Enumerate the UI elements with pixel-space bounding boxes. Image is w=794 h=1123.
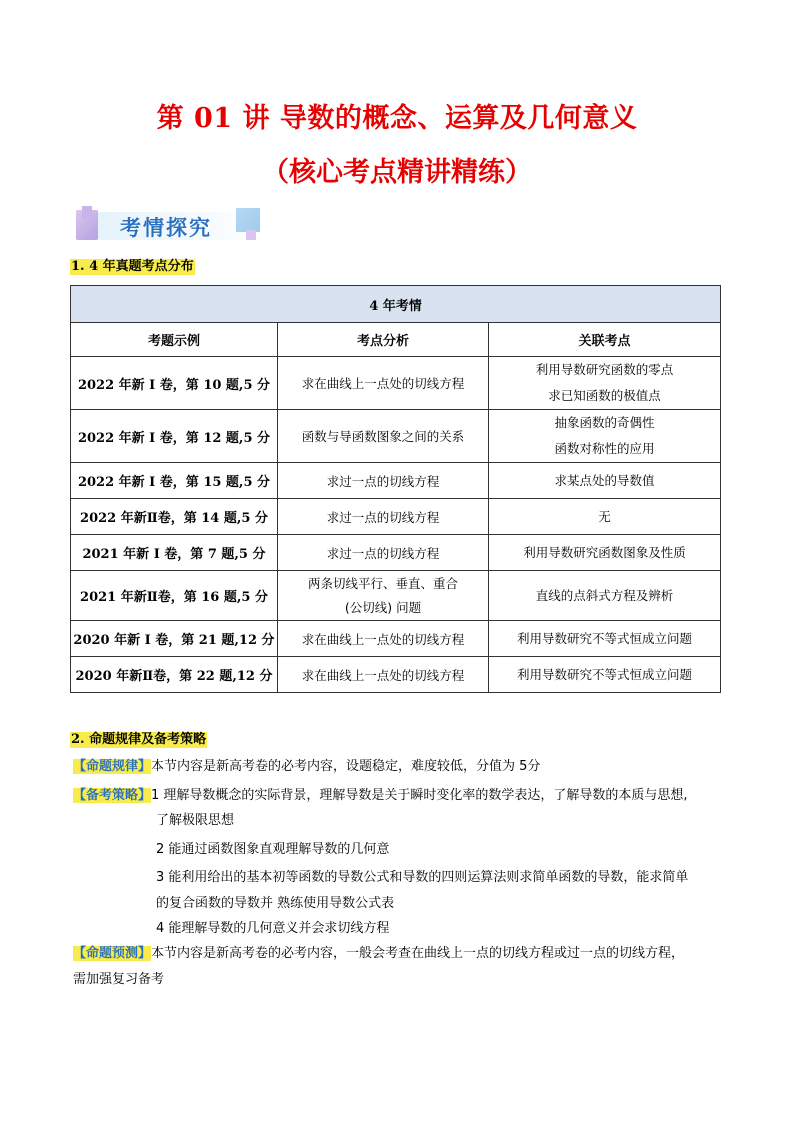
point-cell: 函数与导函数图象之间的关系	[278, 410, 489, 463]
table-row	[71, 499, 721, 535]
table-row	[71, 621, 721, 657]
column-header: 关联考点	[489, 323, 721, 357]
predict-paragraph: 【命题预测】本节内容是新高考卷的必考内容，一般会考查在曲线上一点的切线方程或过一点的切线方程，	[73, 946, 685, 961]
page-title: 第 01 讲 导数的概念、运算及几何意义	[156, 103, 638, 134]
exam-cell: 2021 年新Ⅱ卷，第 16 题,5 分	[71, 571, 278, 621]
table-row	[71, 463, 721, 499]
rule-tag: 【命题规律】	[73, 759, 152, 774]
exam-cell: 2022 年新 I 卷，第 12 题,5 分	[71, 410, 278, 463]
exam-cell: 2021 年新 I 卷，第 7 题,5 分	[71, 535, 278, 571]
related-cell: 抽象函数的奇偶性 函数对称性的应用	[489, 410, 721, 463]
section-heading-2: 2. 命题规律及备考策略	[71, 732, 207, 747]
strategy-tag: 【备考策略】	[73, 788, 152, 803]
strategy-line: 了解极限思想	[156, 813, 235, 828]
strategy-line: 4 能理解导数的几何意义并会求切线方程	[156, 921, 390, 936]
exam-cell: 2022 年新 I 卷，第 10 题,5 分	[71, 357, 278, 410]
related-cell: 直线的点斜式方程及辨析	[489, 571, 721, 621]
predict-line: 需加强复习备考	[73, 972, 165, 987]
banner-right-decoration	[236, 208, 260, 232]
exam-table	[70, 285, 721, 693]
strategy-line: 的复合函数的导数并 熟练使用导数公式表	[156, 896, 395, 911]
point-cell: 求在曲线上一点处的切线方程	[278, 657, 489, 693]
related-cell: 利用导数研究不等式恒成立问题	[489, 657, 721, 693]
page-subtitle: （核心考点精讲精练）	[262, 157, 532, 188]
exam-cell: 2020 年新 I 卷，第 21 题,12 分	[71, 621, 278, 657]
point-cell: 两条切线平行、垂直、重合 (公切线) 问题	[278, 571, 489, 621]
table-row	[71, 357, 721, 410]
section-banner	[76, 206, 266, 244]
table-row	[71, 535, 721, 571]
point-cell: 求在曲线上一点处的切线方程	[278, 621, 489, 657]
related-cell: 利用导数研究不等式恒成立问题	[489, 621, 721, 657]
banner-label: 考情探究	[120, 216, 212, 240]
point-cell: 求在曲线上一点处的切线方程	[278, 357, 489, 410]
column-header: 考题示例	[71, 323, 278, 357]
strategy-paragraph: 【备考策略】1 理解导数概念的实际背景，理解导数是关于瞬时变化率的数学表达，了解导数的本质与思想,	[73, 788, 688, 803]
point-cell: 求过一点的切线方程	[278, 463, 489, 499]
related-cell: 利用导数研究函数的零点 求已知函数的极值点	[489, 357, 721, 410]
table-header: 4 年考情	[71, 286, 721, 323]
predict-tag: 【命题预测】	[73, 946, 152, 961]
point-cell: 求过一点的切线方程	[278, 499, 489, 535]
column-header: 考点分析	[278, 323, 489, 357]
table-column-headers	[71, 323, 721, 357]
exam-cell: 2020 年新Ⅱ卷，第 22 题,12 分	[71, 657, 278, 693]
strategy-line: 2 能通过函数图象直观理解导数的几何意	[156, 842, 390, 857]
strategy-line: 3 能利用给出的基本初等函数的导数公式和导数的四则运算法则求简单函数的导数，能求简单	[156, 870, 689, 885]
exam-cell: 2022 年新 I 卷，第 15 题,5 分	[71, 463, 278, 499]
section-heading-1: 1. 4 年真题考点分布	[71, 259, 194, 274]
rule-paragraph: 【命题规律】本节内容是新高考卷的必考内容，设题稳定，难度较低，分值为 5分	[73, 759, 541, 774]
related-cell: 求某点处的导数值	[489, 463, 721, 499]
table-row	[71, 571, 721, 621]
table-row	[71, 410, 721, 463]
related-cell: 利用导数研究函数图象及性质	[489, 535, 721, 571]
table-row	[71, 657, 721, 693]
point-cell: 求过一点的切线方程	[278, 535, 489, 571]
exam-cell: 2022 年新Ⅱ卷，第 14 题,5 分	[71, 499, 278, 535]
related-cell: 无	[489, 499, 721, 535]
